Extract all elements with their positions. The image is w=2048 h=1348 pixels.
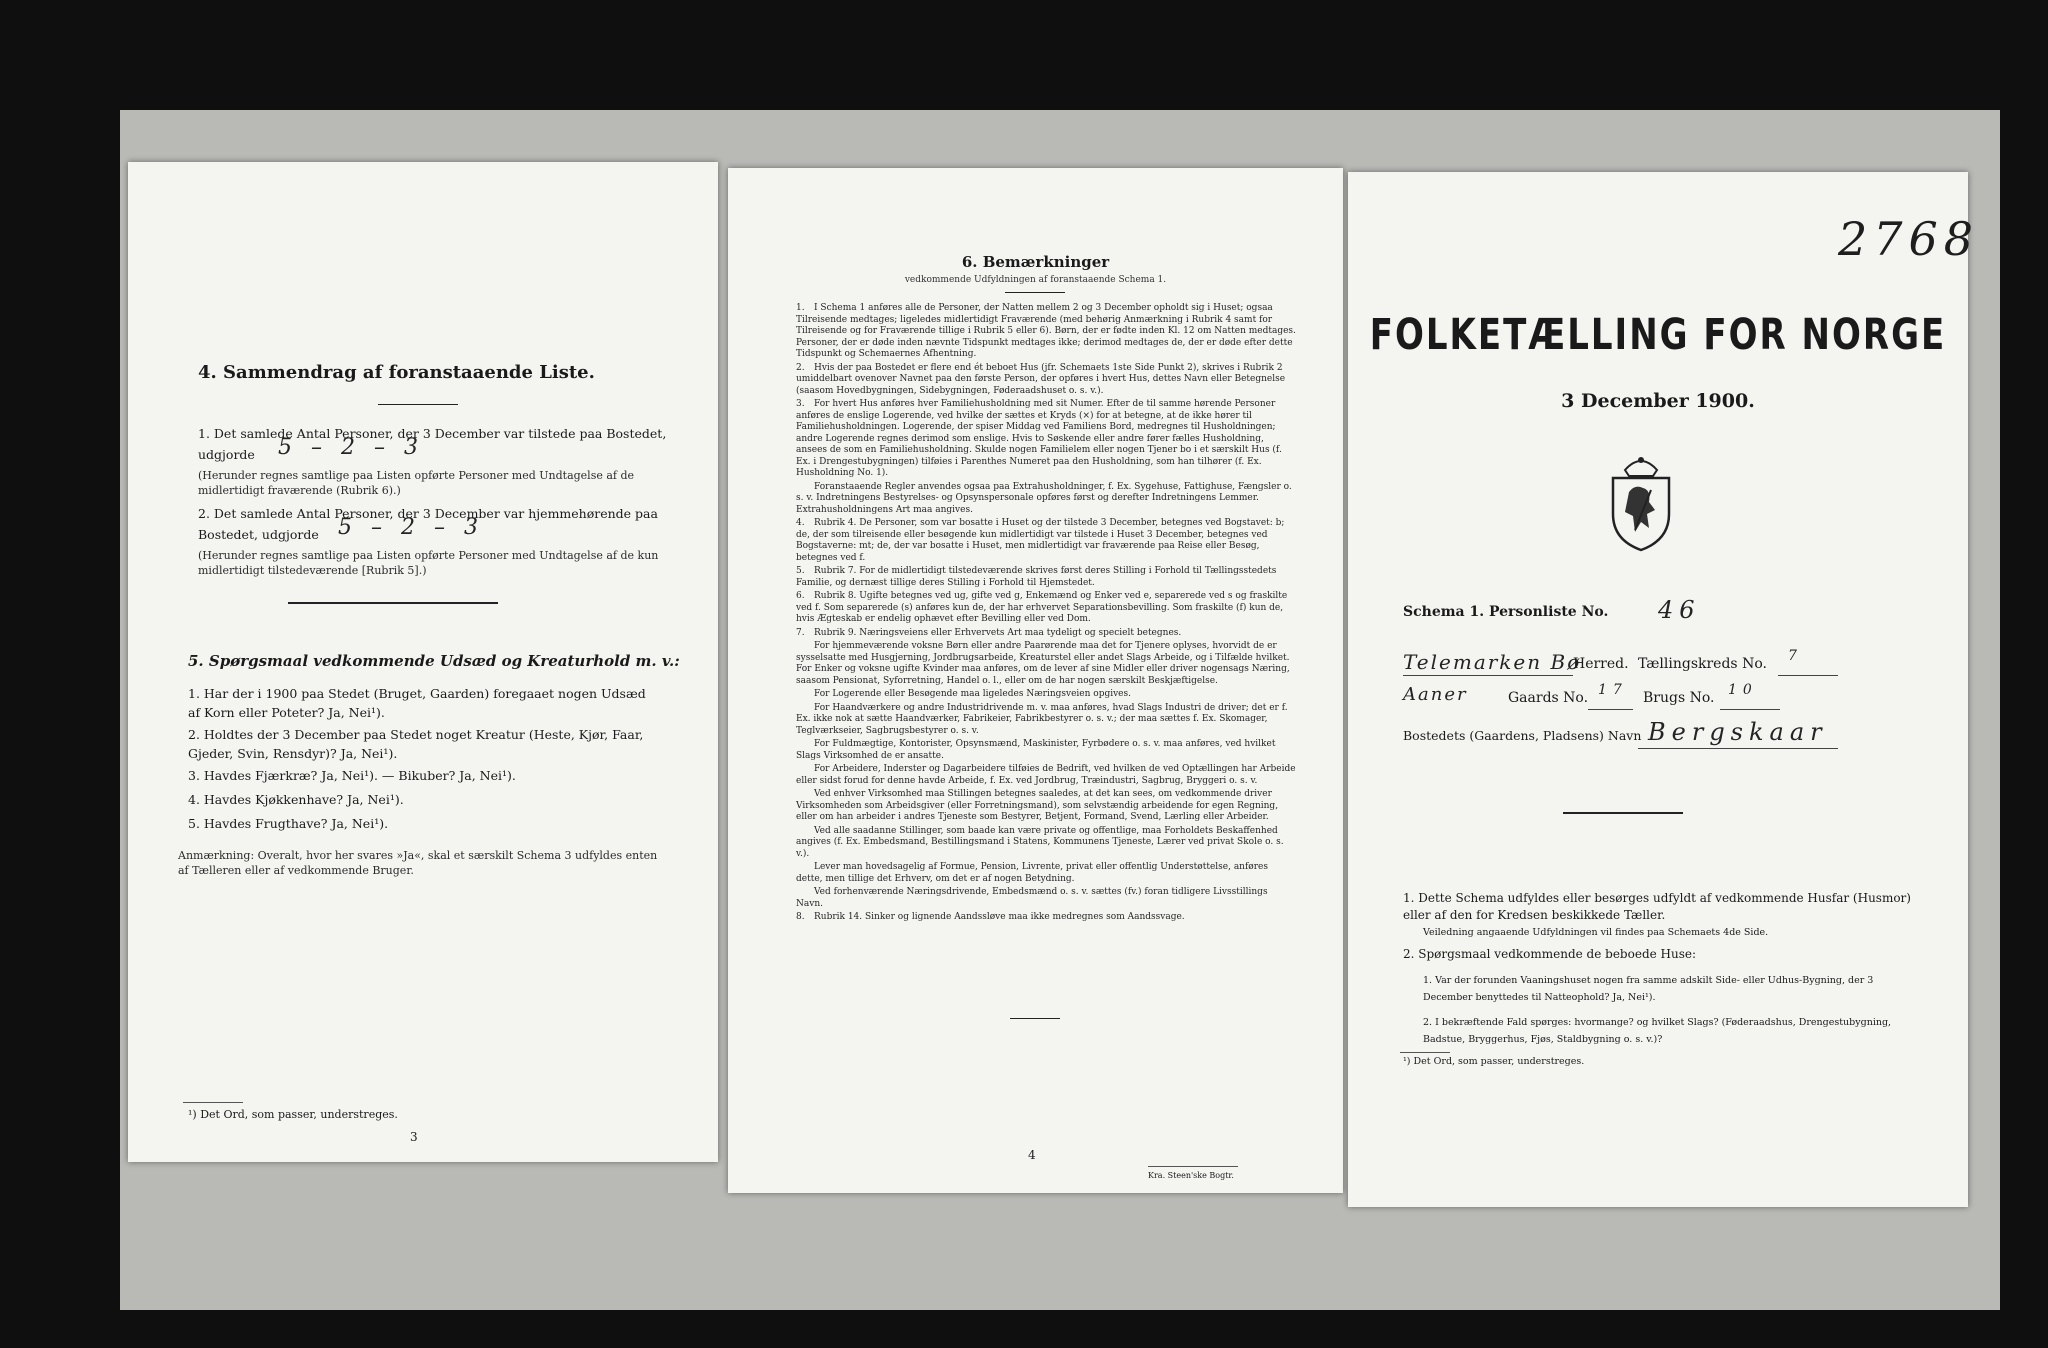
cover-item-2-1: 1. Var der forunden Vaaningshuset nogen fra samme adskilt Side- eller Udhus-Bygning, der 3 December benyttedes til Natteophold? Ja, Nei¹). [1423,975,1874,1003]
gaards-label: Gaards No. [1508,690,1589,706]
q5-3: 3. Havdes Fjærkræ? Ja, Nei¹). — Bikuber? Ja, Nei¹). [188,768,516,783]
instruction-text: For hvert Hus anføres hver Familiehusholdning med sit Numer. Efter de til samme hørende Personer anføres de enslige Logerende, ved hvilke der sættes et Kryds (×) for at betegne, at de ikke hører til Familiehusholdningen. Logerende, der spiser Middag ved Familiens Bord, medregnes til Husholdningen; andre Logerende regnes derimod som enslige. Hvis to Søskende eller andre fører fælles Husholdning, ansees de som en Familiehusholdning. Skulde nogen Familielem eller nogen Tjener bo i et særskilt Hus (f. Ex. i Drengestubygningen) tilføies i Parenthes Numeret paa den Husholdning, som han tilhører (f. Ex. Husholdning No. 1). [796,399,1282,478]
separator [1010,1018,1060,1019]
instruction-item [796,764,1296,787]
instruction-item [796,739,1296,762]
schema-label: Schema 1. Personliste No. [1403,604,1609,620]
underline [1403,675,1573,676]
instruction-item [796,566,1296,589]
instruction-text: Rubrik 9. Næringsveiens eller Erhvervets Art maa tydeligt og specielt betegnes. [814,627,1182,638]
printer-rule [1148,1166,1238,1167]
footnote-rule [1400,1052,1450,1053]
cover-page [1348,172,1980,1207]
q2-note: (Herunder regnes samtlige paa Listen opførte Personer med Undtagelse af de kun midlertidigt tilstedeværende [Rubrik 5].) [198,549,659,577]
instruction-item [796,518,1296,564]
instruction-list [796,303,1296,993]
krets-value: 7 [1788,648,1803,664]
footnote: ¹) Det Ord, som passer, understreges. [188,1108,398,1121]
instruction-number: 6. [796,591,805,601]
cover-item-2-2: 2. I bekræftende Fald spørges: hvormange? og hvilket Slags? (Føderaadshus, Drengestubygning, Badstue, Bryggerhus, Fjøs, Staldbygning o. s. v.)? [1423,1017,1892,1045]
instruction-item [796,703,1296,738]
remarks-title: 6. Bemærkninger [961,253,1110,271]
instruction-number: 5. [796,566,805,576]
instruction-item [796,641,1296,687]
instruction-text: For Arbeidere, Inderster og Dagarbeidere tilføies de Bedrift, ved hvilken de ved Optællingen har Arbeide eller sidst forud for denne havde Arbeide, f. Ex. ved Jordbrug, Træindustri, Sagbrug, Bryggeri o. s. v. [796,764,1296,786]
instruction-text: For Fuldmægtige, Kontorister, Opsynsmænd, Maskinister, Fyrbødere o. s. v. maa anføres, ved hvilket Slags Virksomhed de er ansatte. [796,739,1276,761]
instruction-item [796,399,1296,480]
q5-5: 5. Havdes Frugthave? Ja, Nei¹). [188,816,389,831]
section-4-title: 4. Sammendrag af foranstaaende Liste. [198,362,595,383]
footnote-rule [183,1102,243,1103]
instruction-text: Hvis der paa Bostedet er flere end ét beboet Hus (jfr. Schemaets 1ste Side Punkt 2), skrives i Rubrik 2 umiddelbart ovenover Navnet paa den første Person, der opføres i hvert Hus, dettes Navn eller Betegnelse (saasom Hovedbygningen, Sidebygningen, Føderaadshuset o. s. v.). [796,362,1286,396]
norwegian-coat-of-arms-icon [1605,452,1677,552]
instruction-text: For hjemmeværende voksne Børn eller andre Paarørende maa det for Tjenere oplyses, hvorvidt de er sysselsatte med Husgjerning, Jordbrugsarbeide, Kreaturstel eller andet Slags Arbeide, og i Tilfælde hvilket. For Enker og voksne ugifte Kvinder maa anføres, om de lever af sine Midler eller driver nogensags Næring, saasom Pensionat, Syforretning, Handel o. l., eller om de har nogen særskilt Beskjæftigelse. [796,641,1290,686]
section-5-title: 5. Spørgsmaal vedkommende Udsæd og Kreaturhold m. v.: [188,652,680,670]
instruction-number: 4. [796,518,805,528]
instruction-item [796,363,1296,398]
instruction-item [796,912,1296,924]
brugs-label: Brugs No. [1643,690,1715,706]
instruction-item [796,862,1296,885]
instruction-number: 3. [796,399,805,409]
bosted-value: Bergskaar [1648,718,1828,746]
q5-2: 2. Holdtes der 3 December paa Stedet noget Kreatur (Heste, Kjør, Faar, Gjeder, Svin, Rensdyr)? Ja, Nei¹). [188,727,644,761]
herred-value: Telemarken Bø [1403,650,1582,674]
instruction-text: For Haandværkere og andre Industridrivende m. v. maa anføres, hvad Slags Industri de driver; det er f. Ex. ikke nok at sætte Haandværker, Fabrikeier, Fabrikbestyrer o. s. v.; der maa sættes f. Ex. Skomager, Teglværkseier, Sagbrugsbestyrer o. s. v. [796,702,1288,736]
instruction-text: Foranstaaende Regler anvendes ogsaa paa Extrahusholdninger, f. Ex. Sygehuse, Fattighuse, Fængsler o. s. v. Indretningens Bestyrelses- og Opsynspersonale opføres først og derefter Indretningens Lemmer. Extrahusholdningens Art maa angives. [796,481,1292,515]
instruction-text: I Schema 1 anføres alle de Personer, der Natten mellem 2 og 3 December opholdt sig i Huset; ogsaa Tilreisende medtages; ligeledes midlertidigt Fraværende (med behørig Anmærkning i Rubrik 4 samt for Tilreisende og for Fraværende tillige i Rubrik 5 eller 6). Børn, der er fødte inden Kl. 12 om Natten medtages. Personer, der er døde inden nævnte Tidspunkt medtages ikke; derimod medtages de, der er døde efter dette Tidspunkt og Schemaernes Afhentning. [796,303,1296,359]
remark: Anmærkning: Overalt, hvor her svares »Ja«, skal et særskilt Schema 3 udfyldes enten af Tælleren eller af vedkommende Bruger. [178,849,658,877]
instruction-text: Rubrik 14. Sinker og lignende Aandssløve maa ikke medregnes som Aandssvage. [814,912,1185,922]
cover-footnote: ¹) Det Ord, som passer, understreges. [1403,1056,1585,1067]
instruction-item [796,482,1296,517]
instruction-number: 8. [796,912,805,922]
q1-note: (Herunder regnes samtlige paa Listen opførte Personer med Undtagelse af de midlertidigt fraværende (Rubrik 6).) [198,469,635,497]
krets-label: Tællingskreds No. [1638,656,1767,672]
q5-1: 1. Har der i 1900 paa Stedet (Bruget, Gaarden) foregaaet nogen Udsæd af Korn eller Poteter? Ja, Nei¹). [188,686,646,720]
ornamental-rule [1563,812,1683,814]
q2-text: 2. Det samlede Antal Personer, der 3 December var hjemmehørende paa [198,506,658,521]
instruction-text: Rubrik 7. For de midlertidigt tilstedeværende skrives først deres Stilling i Forhold til Tællingsstedets Familie, og dernæst tillige deres Stilling i Forhold til Hjemstedet. [796,566,1277,588]
page-3 [128,162,718,1162]
census-title: FOLKETÆLLING FOR NORGE [1369,310,1947,360]
cover-item-1-sub: Veiledning angaaende Udfyldningen vil findes paa Schemaets 4de Side. [1423,927,1769,938]
instruction-item [796,826,1296,861]
place-prefix: Aaner [1403,684,1468,705]
instruction-item [796,789,1296,824]
cover-item-2: 2. Spørgsmaal vedkommende de beboede Huse: [1403,947,1697,961]
page-number: 4 [1028,1148,1036,1162]
instruction-text: Ved alle saadanne Stillinger, som baade kan være private og offentlige, maa Forholdets Beskaffenhed angives (f. Ex. Embedsmand, Bestillingsmand i Statens, Kommunens Tjeneste, Lærer ved privat Skole o. s. v.). [796,825,1284,859]
gaards-value: 17 [1598,682,1628,698]
instruction-number: 2. [796,362,805,373]
bosted-label: Bostedets (Gaardens, Pladsens) Navn [1403,728,1642,743]
separator [378,404,458,405]
instruction-text: Ved enhver Virksomhed maa Stillingen betegnes saaledes, at det kan sees, om vedkommende driver Virksomheden som Arbeidsgiver (eller Forretningsmand), som selvstændig arbeidende for egen Regning, eller om han arbeider i andres Tjeneste som Bestyrer, Betjent, Formand, Svend, Lærling eller Arbeider. [796,789,1279,822]
instruction-number: 1. [796,303,805,313]
cover-item-1: 1. Dette Schema udfyldes eller besørges udfyldt af vedkommende Husfar (Husmor) eller af den for Kredsen beskikkede Tæller. [1403,891,1911,922]
remarks-subtitle: vedkommende Udfyldningen af foranstaaende Schema 1. [904,275,1167,285]
q5-4: 4. Havdes Kjøkkenhave? Ja, Nei¹). [188,792,404,807]
printer-credit: Kra. Steen'ske Bogtr. [1148,1171,1234,1180]
instruction-item [796,591,1296,626]
page-4 [728,168,1343,1193]
census-date: 3 December 1900. [1561,390,1755,412]
q2-handwritten-value: 5 – 2 – 3 [338,515,484,540]
page-number: 3 [410,1130,418,1144]
instruction-text: Rubrik 8. Ugifte betegnes ved ug, gifte ved g, Enkemænd og Enker ved e, separerede ved s og fraskilte ved f. Som separerede (s) anføres kun de, der har erhvervet Separationsbevilling. Som fraskilte (f) kun de, hvis Ægteskab er endelig ophævet efter Bevilling eller ved Dom. [796,591,1288,624]
instruction-number: 7. [796,627,805,638]
q2-label: Bostedet, udgjorde [198,527,319,542]
underline [1778,675,1838,676]
instruction-text: For Logerende eller Besøgende maa ligeledes Næringsveien opgives. [814,689,1131,699]
q1-handwritten-value: 5 – 2 – 3 [278,435,424,460]
instruction-item [796,303,1296,361]
instruction-item [796,628,1296,640]
q1-text: 1. Det samlede Antal Personer, der 3 December var tilstede paa Bostedet, [198,426,667,441]
personliste-number: 46 [1658,596,1701,624]
herred-label: Herred. [1573,656,1629,672]
separator [288,602,498,604]
instruction-text: Rubrik 4. De Personer, som var bosatte i Huset og der tilstede 3 December, betegnes ved Bogstavet: b; de, der som tilreisende eller besøgende kun midlertidigt var tilstede i Huset 3 December, betegnes ved Bogstaverne: mt; de, der var bosatte i Huset, men midlertidigt var fraværende paa Reise eller Besøg, betegnes ved f. [796,518,1285,563]
underline [1638,748,1838,749]
instruction-item [796,689,1296,701]
q1-label: udgjorde [198,447,255,462]
underline [1720,709,1780,710]
brugs-value: 10 [1728,682,1758,698]
separator [1005,292,1065,293]
instruction-item [796,887,1296,910]
instruction-text: Lever man hovedsagelig af Formue, Pension, Livrente, privat eller offentlig Understøttelse, anføres dette, men tillige det Erhverv, om det er af nogen Betydning. [796,862,1268,884]
instruction-text: Ved forhenværende Næringsdrivende, Embedsmænd o. s. v. sættes (fv.) foran tidligere Livsstillings Navn. [796,887,1268,909]
underline [1588,709,1633,710]
archive-number: 2768 [1838,212,1980,266]
